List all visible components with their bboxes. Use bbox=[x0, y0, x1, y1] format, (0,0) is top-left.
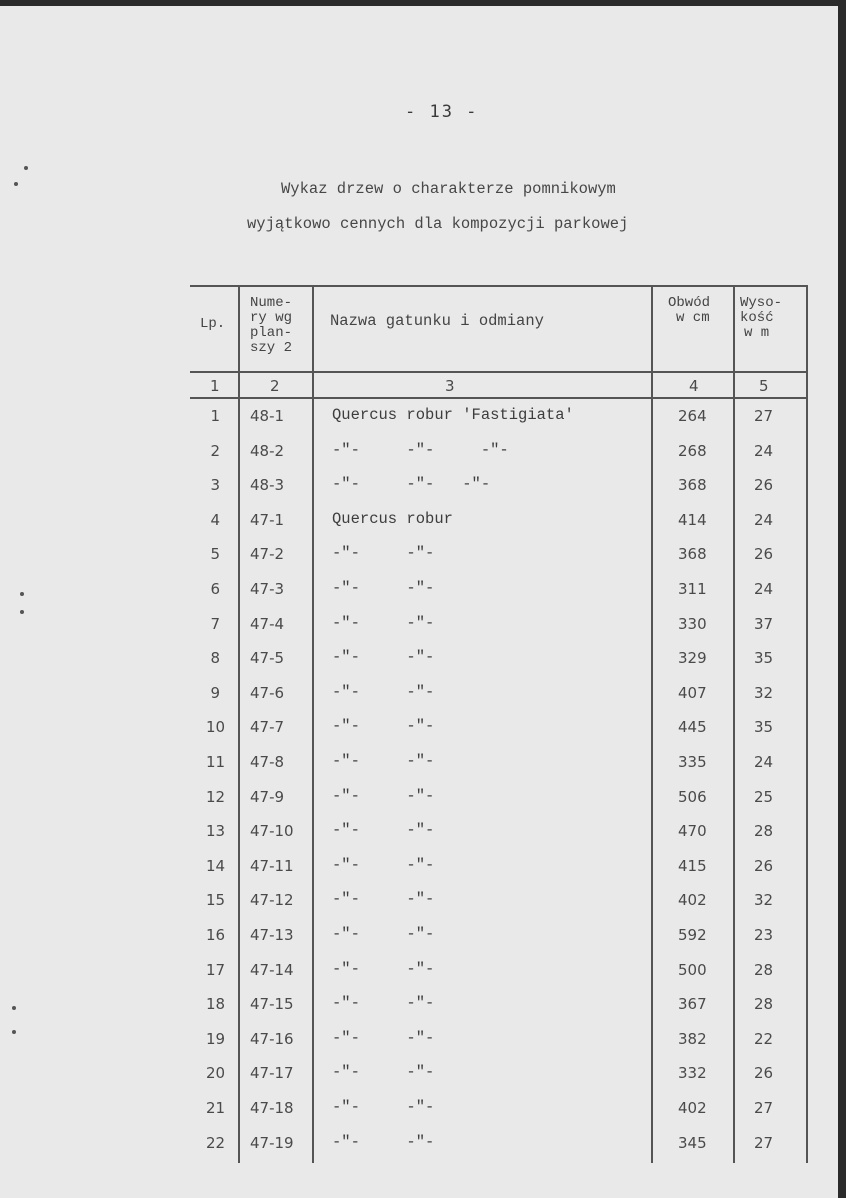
row-wysokosc: 32 bbox=[754, 891, 774, 910]
row-wysokosc: 26 bbox=[754, 545, 774, 564]
row-numer: 47-17 bbox=[250, 1064, 294, 1083]
row-numer: 47-14 bbox=[250, 960, 294, 979]
header-nazwa: Nazwa gatunku i odmiany bbox=[330, 312, 544, 330]
row-obwod: 264 bbox=[678, 407, 707, 425]
row-numer: 47-3 bbox=[250, 580, 285, 598]
row-obwod: 445 bbox=[678, 718, 707, 737]
row-wysokosc: 24 bbox=[754, 753, 774, 771]
table-rule-header bbox=[190, 371, 808, 373]
row-obwod: 311 bbox=[678, 580, 707, 598]
row-numer: 47-7 bbox=[250, 718, 285, 737]
row-wysokosc: 26 bbox=[754, 1064, 774, 1083]
table-column-rule bbox=[651, 285, 653, 1163]
row-obwod: 332 bbox=[678, 1064, 707, 1083]
row-lp: 11 bbox=[206, 753, 226, 771]
row-species-name: -"- -"- bbox=[332, 890, 435, 909]
column-number: 2 bbox=[270, 377, 280, 395]
row-obwod: 470 bbox=[678, 822, 707, 841]
binding-hole-mark bbox=[12, 1006, 16, 1010]
row-lp: 3 bbox=[210, 476, 221, 495]
row-lp: 22 bbox=[206, 1133, 226, 1152]
row-wysokosc: 28 bbox=[754, 822, 774, 841]
binding-hole-mark bbox=[20, 610, 24, 614]
row-species-name: -"- -"- bbox=[332, 544, 435, 563]
row-lp: 7 bbox=[210, 614, 221, 633]
row-wysokosc: 32 bbox=[754, 683, 774, 702]
row-wysokosc: 27 bbox=[754, 407, 774, 425]
row-numer: 47-4 bbox=[250, 614, 285, 633]
column-number: 1 bbox=[210, 377, 220, 395]
row-obwod: 414 bbox=[678, 510, 707, 529]
row-lp: 15 bbox=[206, 891, 226, 910]
header-numery-line: szy 2 bbox=[250, 340, 293, 356]
row-obwod: 368 bbox=[678, 476, 707, 495]
header-wysokosc-line: w m bbox=[744, 325, 770, 341]
row-species-name: -"- -"- bbox=[332, 1098, 435, 1116]
row-lp: 5 bbox=[210, 545, 221, 564]
row-species-name: -"- -"- bbox=[332, 682, 435, 701]
row-obwod: 367 bbox=[678, 995, 707, 1014]
row-species-name: -"- -"- bbox=[332, 925, 435, 943]
row-obwod: 407 bbox=[678, 683, 707, 702]
row-obwod: 402 bbox=[678, 1099, 707, 1117]
row-obwod: 335 bbox=[678, 753, 707, 771]
row-obwod: 506 bbox=[678, 787, 707, 806]
row-lp: 9 bbox=[210, 683, 221, 702]
header-numery-line: plan- bbox=[250, 325, 293, 341]
row-obwod: 329 bbox=[678, 649, 707, 668]
row-lp: 2 bbox=[210, 441, 221, 460]
row-wysokosc: 35 bbox=[754, 718, 774, 737]
row-wysokosc: 24 bbox=[754, 510, 774, 529]
column-number: 4 bbox=[689, 377, 699, 395]
document-title-line-2: wyjątkowo cennych dla kompozycji parkowej bbox=[247, 215, 629, 233]
header-obwod-line: Obwód bbox=[668, 295, 711, 311]
row-wysokosc: 25 bbox=[754, 787, 774, 806]
column-number: 3 bbox=[445, 377, 455, 395]
row-species-name: -"- -"- bbox=[332, 994, 435, 1013]
row-numer: 47-9 bbox=[250, 787, 285, 806]
row-numer: 47-13 bbox=[250, 926, 294, 944]
row-obwod: 368 bbox=[678, 545, 707, 564]
row-numer: 47-18 bbox=[250, 1099, 294, 1117]
row-species-name: -"- -"- bbox=[332, 1028, 435, 1047]
row-obwod: 345 bbox=[678, 1133, 707, 1152]
row-numer: 47-19 bbox=[250, 1133, 294, 1152]
document-title-line-1: Wykaz drzew o charakterze pomnikowym bbox=[281, 180, 616, 198]
row-numer: 48-3 bbox=[250, 476, 285, 495]
row-lp: 18 bbox=[206, 995, 226, 1014]
row-wysokosc: 24 bbox=[754, 441, 774, 460]
row-numer: 47-2 bbox=[250, 545, 285, 564]
row-lp: 21 bbox=[206, 1099, 226, 1117]
row-numer: 47-16 bbox=[250, 1029, 294, 1048]
page-number: - 13 - bbox=[405, 102, 479, 122]
row-obwod: 500 bbox=[678, 960, 707, 979]
table-column-rule bbox=[312, 285, 314, 1163]
row-species-name: -"- -"- bbox=[332, 579, 435, 597]
header-obwod-line: w cm bbox=[676, 310, 710, 326]
row-lp: 16 bbox=[206, 926, 226, 944]
row-wysokosc: 26 bbox=[754, 476, 774, 495]
row-numer: 47-6 bbox=[250, 683, 285, 702]
row-numer: 47-5 bbox=[250, 649, 285, 668]
row-species-name: -"- -"- bbox=[332, 821, 435, 840]
row-species-name: -"- -"- bbox=[332, 959, 435, 978]
row-species-name: -"- -"- bbox=[332, 752, 435, 770]
row-wysokosc: 35 bbox=[754, 649, 774, 668]
row-numer: 47-12 bbox=[250, 891, 294, 910]
row-lp: 10 bbox=[206, 718, 226, 737]
row-lp: 6 bbox=[210, 580, 221, 598]
row-species-name: Quercus robur 'Fastigiata' bbox=[332, 406, 574, 424]
row-obwod: 382 bbox=[678, 1029, 707, 1048]
row-lp: 1 bbox=[210, 407, 221, 425]
row-species-name: -"- -"- bbox=[332, 717, 435, 736]
header-wysokosc-line: kość bbox=[740, 310, 774, 326]
row-obwod: 415 bbox=[678, 856, 707, 875]
row-lp: 12 bbox=[206, 787, 226, 806]
row-numer: 47-15 bbox=[250, 995, 294, 1014]
row-wysokosc: 28 bbox=[754, 960, 774, 979]
row-lp: 4 bbox=[210, 510, 221, 529]
row-species-name: Quercus robur bbox=[332, 509, 453, 528]
binding-hole-mark bbox=[12, 1030, 16, 1034]
row-wysokosc: 27 bbox=[754, 1099, 774, 1117]
row-wysokosc: 26 bbox=[754, 856, 774, 875]
row-lp: 8 bbox=[210, 649, 221, 668]
row-numer: 48-1 bbox=[250, 407, 285, 425]
row-lp: 19 bbox=[206, 1029, 226, 1048]
header-numery-line: Nume- bbox=[250, 295, 293, 311]
tree-inventory-table bbox=[190, 285, 808, 1163]
row-obwod: 592 bbox=[678, 926, 707, 944]
row-obwod: 330 bbox=[678, 614, 707, 633]
row-lp: 20 bbox=[206, 1064, 226, 1083]
row-lp: 13 bbox=[206, 822, 226, 841]
binding-hole-mark bbox=[24, 166, 28, 170]
column-number: 5 bbox=[759, 377, 769, 395]
row-numer: 47-8 bbox=[250, 753, 285, 771]
table-column-rule bbox=[806, 285, 808, 1163]
row-species-name: -"- -"- -"- bbox=[332, 475, 491, 494]
row-wysokosc: 23 bbox=[754, 926, 774, 944]
row-species-name: -"- -"- bbox=[332, 1063, 435, 1082]
row-wysokosc: 37 bbox=[754, 614, 774, 633]
row-species-name: -"- -"- bbox=[332, 855, 435, 874]
row-lp: 17 bbox=[206, 960, 226, 979]
row-obwod: 268 bbox=[678, 441, 707, 460]
table-column-rule bbox=[238, 285, 240, 1163]
row-species-name: -"- -"- -"- bbox=[332, 440, 509, 459]
row-wysokosc: 27 bbox=[754, 1133, 774, 1152]
row-wysokosc: 28 bbox=[754, 995, 774, 1014]
row-species-name: -"- -"- bbox=[332, 1132, 435, 1151]
table-column-rule bbox=[733, 285, 735, 1163]
header-numery-line: ry wg bbox=[250, 310, 293, 326]
row-lp: 14 bbox=[206, 856, 226, 875]
row-numer: 48-2 bbox=[250, 441, 285, 460]
header-lp: Lp. bbox=[200, 316, 226, 332]
binding-hole-mark bbox=[20, 592, 24, 596]
row-numer: 47-10 bbox=[250, 822, 294, 841]
row-species-name: -"- -"- bbox=[332, 786, 435, 805]
row-wysokosc: 24 bbox=[754, 580, 774, 598]
row-obwod: 402 bbox=[678, 891, 707, 910]
row-numer: 47-1 bbox=[250, 510, 285, 529]
document-page bbox=[0, 6, 838, 1198]
table-rule-colnum bbox=[190, 397, 808, 399]
header-wysokosc-line: Wyso- bbox=[740, 295, 783, 311]
row-species-name: -"- -"- bbox=[332, 613, 435, 632]
row-wysokosc: 22 bbox=[754, 1029, 774, 1048]
row-numer: 47-11 bbox=[250, 856, 294, 875]
row-species-name: -"- -"- bbox=[332, 648, 435, 667]
table-rule-top bbox=[190, 285, 808, 287]
binding-hole-mark bbox=[14, 182, 18, 186]
